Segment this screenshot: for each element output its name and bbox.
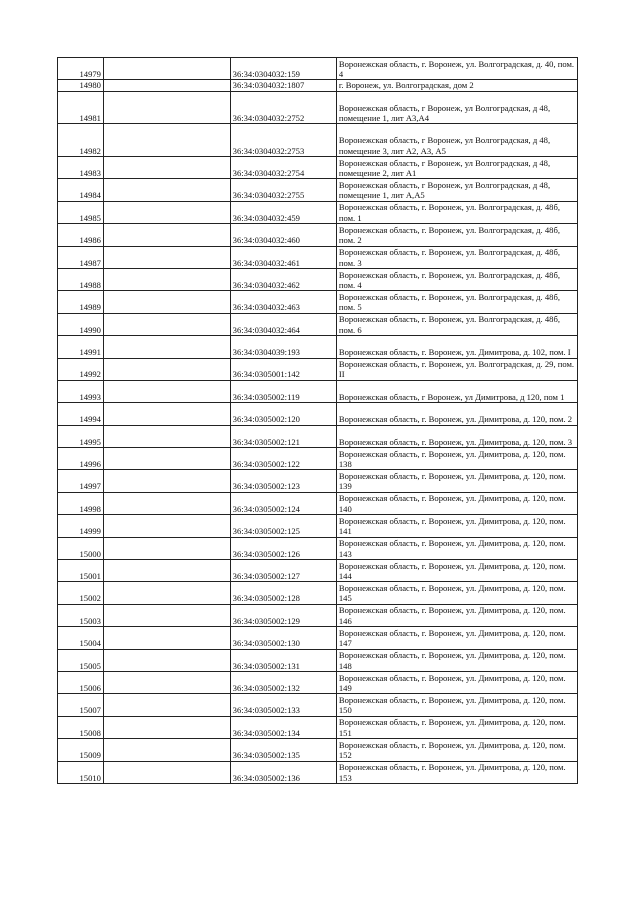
address-cell: Воронежская область, г. Воронеж, ул. Волгоградская, д. 48б, пом. 3 <box>336 246 577 268</box>
empty-cell <box>103 425 230 447</box>
record-number-cell: 14992 <box>58 358 104 380</box>
address-cell: Воронежская область, г. Воронеж, ул. Димитрова, д. 120, пом. 3 <box>336 425 577 447</box>
address-cell: Воронежская область, г. Воронеж, ул. Димитрова, д. 120, пом. 145 <box>336 582 577 604</box>
cadastral-number-cell: 36:34:0305002:135 <box>230 739 336 761</box>
table-row <box>58 694 578 716</box>
empty-cell <box>103 380 230 402</box>
empty-cell <box>103 604 230 626</box>
cadastral-number-cell: 36:34:0304032:463 <box>230 291 336 313</box>
empty-cell <box>103 560 230 582</box>
empty-cell <box>103 358 230 380</box>
cadastral-number-cell: 36:34:0305002:133 <box>230 694 336 716</box>
record-number-cell: 15000 <box>58 537 104 559</box>
record-number-cell: 14988 <box>58 268 104 290</box>
empty-cell <box>103 268 230 290</box>
empty-cell <box>103 179 230 201</box>
table-row <box>58 515 578 537</box>
record-number-cell: 14989 <box>58 291 104 313</box>
cadastral-number-cell: 36:34:0305002:128 <box>230 582 336 604</box>
cadastral-number-cell: 36:34:0305002:126 <box>230 537 336 559</box>
cadastral-number-cell: 36:34:0305002:123 <box>230 470 336 492</box>
cadastral-number-cell: 36:34:0304032:2755 <box>230 179 336 201</box>
record-number-cell: 14998 <box>58 492 104 514</box>
address-cell: Воронежская область, г. Воронеж, ул. Димитрова, д. 120, пом. 148 <box>336 649 577 671</box>
cadastral-number-cell: 36:34:0305002:121 <box>230 425 336 447</box>
table-row <box>58 604 578 626</box>
empty-cell <box>103 515 230 537</box>
cadastral-number-cell: 36:34:0304032:459 <box>230 201 336 223</box>
cadastral-number-cell: 36:34:0305001:142 <box>230 358 336 380</box>
cadastral-number-cell: 36:34:0305002:119 <box>230 380 336 402</box>
cadastral-number-cell: 36:34:0305002:120 <box>230 403 336 425</box>
table-row <box>58 268 578 290</box>
table-row <box>58 582 578 604</box>
address-cell: Воронежская область, г. Воронеж, ул. Димитрова, д. 120, пом. 146 <box>336 604 577 626</box>
cadastral-number-cell: 36:34:0304032:2753 <box>230 124 336 157</box>
table-row <box>58 179 578 201</box>
address-cell: Воронежская область, г. Воронеж, ул. Димитрова, д. 120, пом. 140 <box>336 492 577 514</box>
table-row <box>58 246 578 268</box>
table-row <box>58 403 578 425</box>
cadastral-number-cell: 36:34:0304032:461 <box>230 246 336 268</box>
empty-cell <box>103 403 230 425</box>
cadastral-number-cell: 36:34:0304032:1807 <box>230 80 336 91</box>
address-cell: Воронежская область, г. Воронеж, ул. Димитрова, д. 120, пом. 147 <box>336 627 577 649</box>
cadastral-number-cell: 36:34:0305002:125 <box>230 515 336 537</box>
cadastral-number-cell: 36:34:0304039:193 <box>230 336 336 358</box>
address-cell: Воронежская область, г. Воронеж, ул. Волгоградская, д. 48б, пом. 5 <box>336 291 577 313</box>
empty-cell <box>103 761 230 783</box>
cadastral-number-cell: 36:34:0304032:2752 <box>230 91 336 124</box>
record-number-cell: 15004 <box>58 627 104 649</box>
address-cell: Воронежская область, г Воронеж, ул Димитрова, д 120, пом 1 <box>336 380 577 402</box>
registry-table <box>57 57 578 784</box>
record-number-cell: 15005 <box>58 649 104 671</box>
empty-cell <box>103 246 230 268</box>
table-row <box>58 58 578 80</box>
address-cell: Воронежская область, г. Воронеж, ул. Димитрова, д. 120, пом. 144 <box>336 560 577 582</box>
table-row <box>58 470 578 492</box>
table-row <box>58 313 578 335</box>
empty-cell <box>103 537 230 559</box>
record-number-cell: 14986 <box>58 224 104 246</box>
address-cell: Воронежская область, г. Воронеж, ул. Димитрова, д. 120, пом. 150 <box>336 694 577 716</box>
record-number-cell: 15001 <box>58 560 104 582</box>
empty-cell <box>103 91 230 124</box>
record-number-cell: 14993 <box>58 380 104 402</box>
record-number-cell: 14996 <box>58 448 104 470</box>
table-row <box>58 560 578 582</box>
address-cell: Воронежская область, г. Воронеж, ул. Волгоградская, д. 29, пом. II <box>336 358 577 380</box>
cadastral-number-cell: 36:34:0305002:131 <box>230 649 336 671</box>
table-row <box>58 537 578 559</box>
empty-cell <box>103 627 230 649</box>
cadastral-number-cell: 36:34:0304032:159 <box>230 58 336 80</box>
record-number-cell: 14990 <box>58 313 104 335</box>
address-cell: Воронежская область, г. Воронеж, ул. Димитрова, д. 120, пом. 149 <box>336 671 577 693</box>
cadastral-number-cell: 36:34:0305002:132 <box>230 671 336 693</box>
address-cell: Воронежская область, г. Воронеж, ул. Димитрова, д. 120, пом. 138 <box>336 448 577 470</box>
empty-cell <box>103 470 230 492</box>
table-row <box>58 201 578 223</box>
table-row <box>58 336 578 358</box>
record-number-cell: 15010 <box>58 761 104 783</box>
address-cell: Воронежская область, г Воронеж, ул Волгоградская, д 48, помещение 1, лит А3,А4 <box>336 91 577 124</box>
table-row <box>58 649 578 671</box>
address-cell: Воронежская область, г Воронеж, ул Волгоградская, д 48, помещение 3, лит А2, А3, А5 <box>336 124 577 157</box>
record-number-cell: 14980 <box>58 80 104 91</box>
record-number-cell: 14994 <box>58 403 104 425</box>
empty-cell <box>103 156 230 178</box>
address-cell: Воронежская область, г. Воронеж, ул. Димитрова, д. 120, пом. 2 <box>336 403 577 425</box>
record-number-cell: 14984 <box>58 179 104 201</box>
empty-cell <box>103 671 230 693</box>
empty-cell <box>103 124 230 157</box>
empty-cell <box>103 739 230 761</box>
cadastral-number-cell: 36:34:0304032:460 <box>230 224 336 246</box>
address-cell: Воронежская область, г. Воронеж, ул. Димитрова, д. 120, пом. 152 <box>336 739 577 761</box>
cadastral-number-cell: 36:34:0305002:129 <box>230 604 336 626</box>
cadastral-number-cell: 36:34:0305002:130 <box>230 627 336 649</box>
table-row <box>58 156 578 178</box>
empty-cell <box>103 224 230 246</box>
record-number-cell: 14979 <box>58 58 104 80</box>
empty-cell <box>103 694 230 716</box>
empty-cell <box>103 649 230 671</box>
table-row <box>58 80 578 91</box>
address-cell: Воронежская область, г Воронеж, ул Волгоградская, д 48, помещение 1, лит А,А5 <box>336 179 577 201</box>
record-number-cell: 15008 <box>58 716 104 738</box>
cadastral-number-cell: 36:34:0305002:124 <box>230 492 336 514</box>
table-row <box>58 358 578 380</box>
empty-cell <box>103 313 230 335</box>
address-cell: Воронежская область, г. Воронеж, ул. Волгоградская, д. 40, пом. 4 <box>336 58 577 80</box>
empty-cell <box>103 448 230 470</box>
record-number-cell: 14991 <box>58 336 104 358</box>
empty-cell <box>103 291 230 313</box>
empty-cell <box>103 58 230 80</box>
record-number-cell: 15002 <box>58 582 104 604</box>
cadastral-number-cell: 36:34:0304032:462 <box>230 268 336 290</box>
table-row <box>58 448 578 470</box>
cadastral-number-cell: 36:34:0305002:136 <box>230 761 336 783</box>
address-cell: Воронежская область, г Воронеж, ул Волгоградская, д 48, помещение 2, лит А1 <box>336 156 577 178</box>
empty-cell <box>103 201 230 223</box>
record-number-cell: 14981 <box>58 91 104 124</box>
address-cell: Воронежская область, г. Воронеж, ул. Волгоградская, д. 48б, пом. 2 <box>336 224 577 246</box>
record-number-cell: 14997 <box>58 470 104 492</box>
table-row <box>58 124 578 157</box>
table-row <box>58 627 578 649</box>
table-row <box>58 224 578 246</box>
table-row <box>58 91 578 124</box>
record-number-cell: 15007 <box>58 694 104 716</box>
address-cell: Воронежская область, г. Воронеж, ул. Волгоградская, д. 48б, пом. 6 <box>336 313 577 335</box>
empty-cell <box>103 582 230 604</box>
empty-cell <box>103 716 230 738</box>
empty-cell <box>103 80 230 91</box>
record-number-cell: 14995 <box>58 425 104 447</box>
address-cell: Воронежская область, г. Воронеж, ул. Димитрова, д. 120, пом. 151 <box>336 716 577 738</box>
address-cell: Воронежская область, г. Воронеж, ул. Димитрова, д. 120, пом. 141 <box>336 515 577 537</box>
address-cell: Воронежская область, г. Воронеж, ул. Димитрова, д. 120, пом. 153 <box>336 761 577 783</box>
record-number-cell: 15006 <box>58 671 104 693</box>
registry-table-body <box>58 58 578 784</box>
cadastral-number-cell: 36:34:0305002:127 <box>230 560 336 582</box>
address-cell: Воронежская область, г. Воронеж, ул. Димитрова, д. 120, пом. 139 <box>336 470 577 492</box>
record-number-cell: 14985 <box>58 201 104 223</box>
address-cell: Воронежская область, г. Воронеж, ул. Волгоградская, д. 48б, пом. 1 <box>336 201 577 223</box>
record-number-cell: 14983 <box>58 156 104 178</box>
cadastral-number-cell: 36:34:0305002:122 <box>230 448 336 470</box>
table-row <box>58 739 578 761</box>
record-number-cell: 15009 <box>58 739 104 761</box>
address-cell: Воронежская область, г. Воронеж, ул. Димитрова, д. 120, пом. 143 <box>336 537 577 559</box>
table-row <box>58 671 578 693</box>
record-number-cell: 14987 <box>58 246 104 268</box>
record-number-cell: 14982 <box>58 124 104 157</box>
cadastral-number-cell: 36:34:0305002:134 <box>230 716 336 738</box>
empty-cell <box>103 336 230 358</box>
cadastral-number-cell: 36:34:0304032:464 <box>230 313 336 335</box>
cadastral-number-cell: 36:34:0304032:2754 <box>230 156 336 178</box>
table-row <box>58 380 578 402</box>
record-number-cell: 15003 <box>58 604 104 626</box>
address-cell: г. Воронеж, ул. Волгоградская, дом 2 <box>336 80 577 91</box>
table-row <box>58 761 578 783</box>
empty-cell <box>103 492 230 514</box>
table-row <box>58 716 578 738</box>
table-row <box>58 492 578 514</box>
record-number-cell: 14999 <box>58 515 104 537</box>
address-cell: Воронежская область, г. Воронеж, ул. Димитрова, д. 102, пом. I <box>336 336 577 358</box>
table-row <box>58 425 578 447</box>
address-cell: Воронежская область, г. Воронеж, ул. Волгоградская, д. 48б, пом. 4 <box>336 268 577 290</box>
table-row <box>58 291 578 313</box>
